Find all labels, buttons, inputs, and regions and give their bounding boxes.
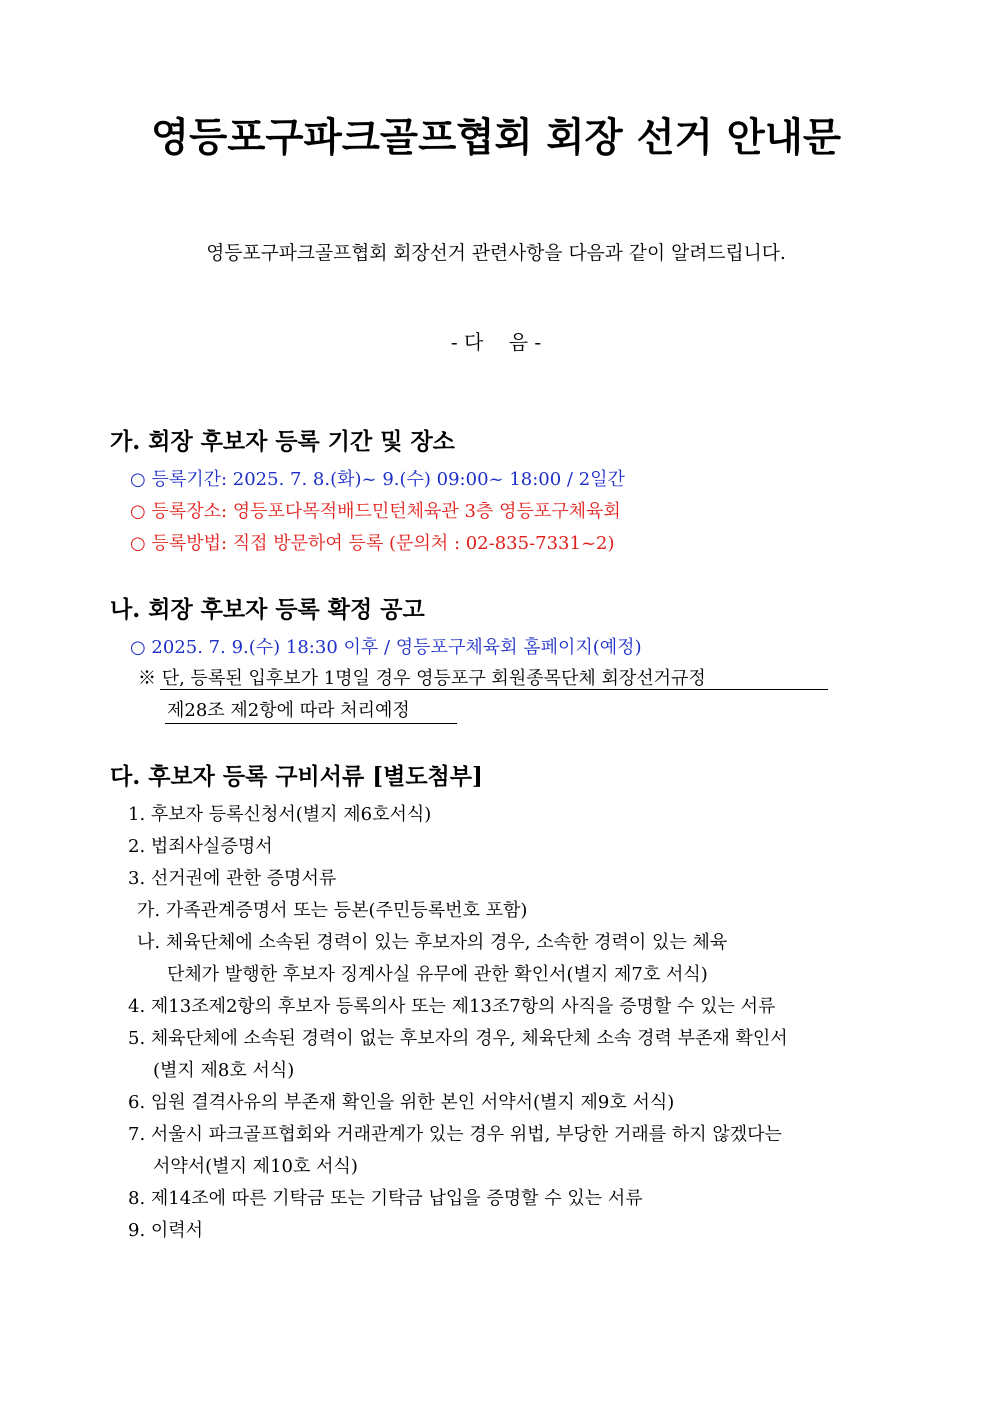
note-line-1: ※ 단, 등록된 입후보가 1명일 경우 영등포구 회원종목단체 회장선거규정 [138,668,706,689]
document-item: 3. 선거권에 관한 증명서류 [128,868,337,889]
announcement-date: ○ 2025. 7. 9.(수) 18:30 이후 / 영등포구체육회 홈페이지(예정) [130,637,642,658]
document-subitem: 가. 가족관계증명서 또는 등본(주민등록번호 포함) [137,900,528,921]
document-item: 2. 법죄사실증명서 [128,836,273,857]
document-item-continued: 서약서(별지 제10호 서식) [153,1156,358,1177]
section-heading-da: 다. 후보자 등록 구비서류 [별도첨부] [110,763,483,790]
document-item: 7. 서울시 파크골프협회와 거래관계가 있는 경우 위법, 부당한 거래를 하지 않겠다는 [128,1124,782,1145]
registration-place: ○ 등록장소: 영등포다목적배드민턴체육관 3층 영등포구체육회 [130,501,621,522]
section-heading-ga: 가. 회장 후보자 등록 기간 및 장소 [110,428,455,455]
page-title: 영등포구파크골프협회 회장 선거 안내문 [150,115,842,161]
document-item: 5. 체육단체에 소속된 경력이 없는 후보자의 경우, 체육단체 소속 경력 부존재 확인서 [128,1028,788,1049]
section-heading-na: 나. 회장 후보자 등록 확정 공고 [110,596,425,623]
document-item: 9. 이력서 [128,1220,204,1241]
registration-method: ○ 등록방법: 직접 방문하여 등록 (문의처 : 02-835-7331~2) [130,533,615,554]
document-item: 6. 임원 결격사유의 부존재 확인을 위한 본인 서약서(별지 제9호 서식) [128,1092,675,1113]
document-item: 4. 제13조제2항의 후보자 등록의사 또는 제13조7항의 사직을 증명할 수 있는 서류 [128,996,776,1017]
separator-text: - 다 음 - [450,330,542,354]
document-subitem-continued: 단체가 발행한 후보자 징계사실 유무에 관한 확인서(별지 제7호 서식) [167,964,708,985]
intro-text: 영등포구파크골프협회 회장선거 관련사항을 다음과 같이 알려드립니다. [206,243,786,264]
document-item-continued: (별지 제8호 서식) [153,1060,295,1081]
document-subitem: 나. 체육단체에 소속된 경력이 있는 후보자의 경우, 소속한 경력이 있는 체육 [137,932,728,953]
document-item: 1. 후보자 등록신청서(별지 제6호서식) [128,804,432,825]
document-item: 8. 제14조에 따른 기탁금 또는 기탁금 납입을 증명할 수 있는 서류 [128,1188,643,1209]
registration-period: ○ 등록기간: 2025. 7. 8.(화)~ 9.(수) 09:00~ 18:00 / 2일간 [130,469,625,490]
note-line-2: 제28조 제2항에 따라 처리예정 [167,700,410,721]
